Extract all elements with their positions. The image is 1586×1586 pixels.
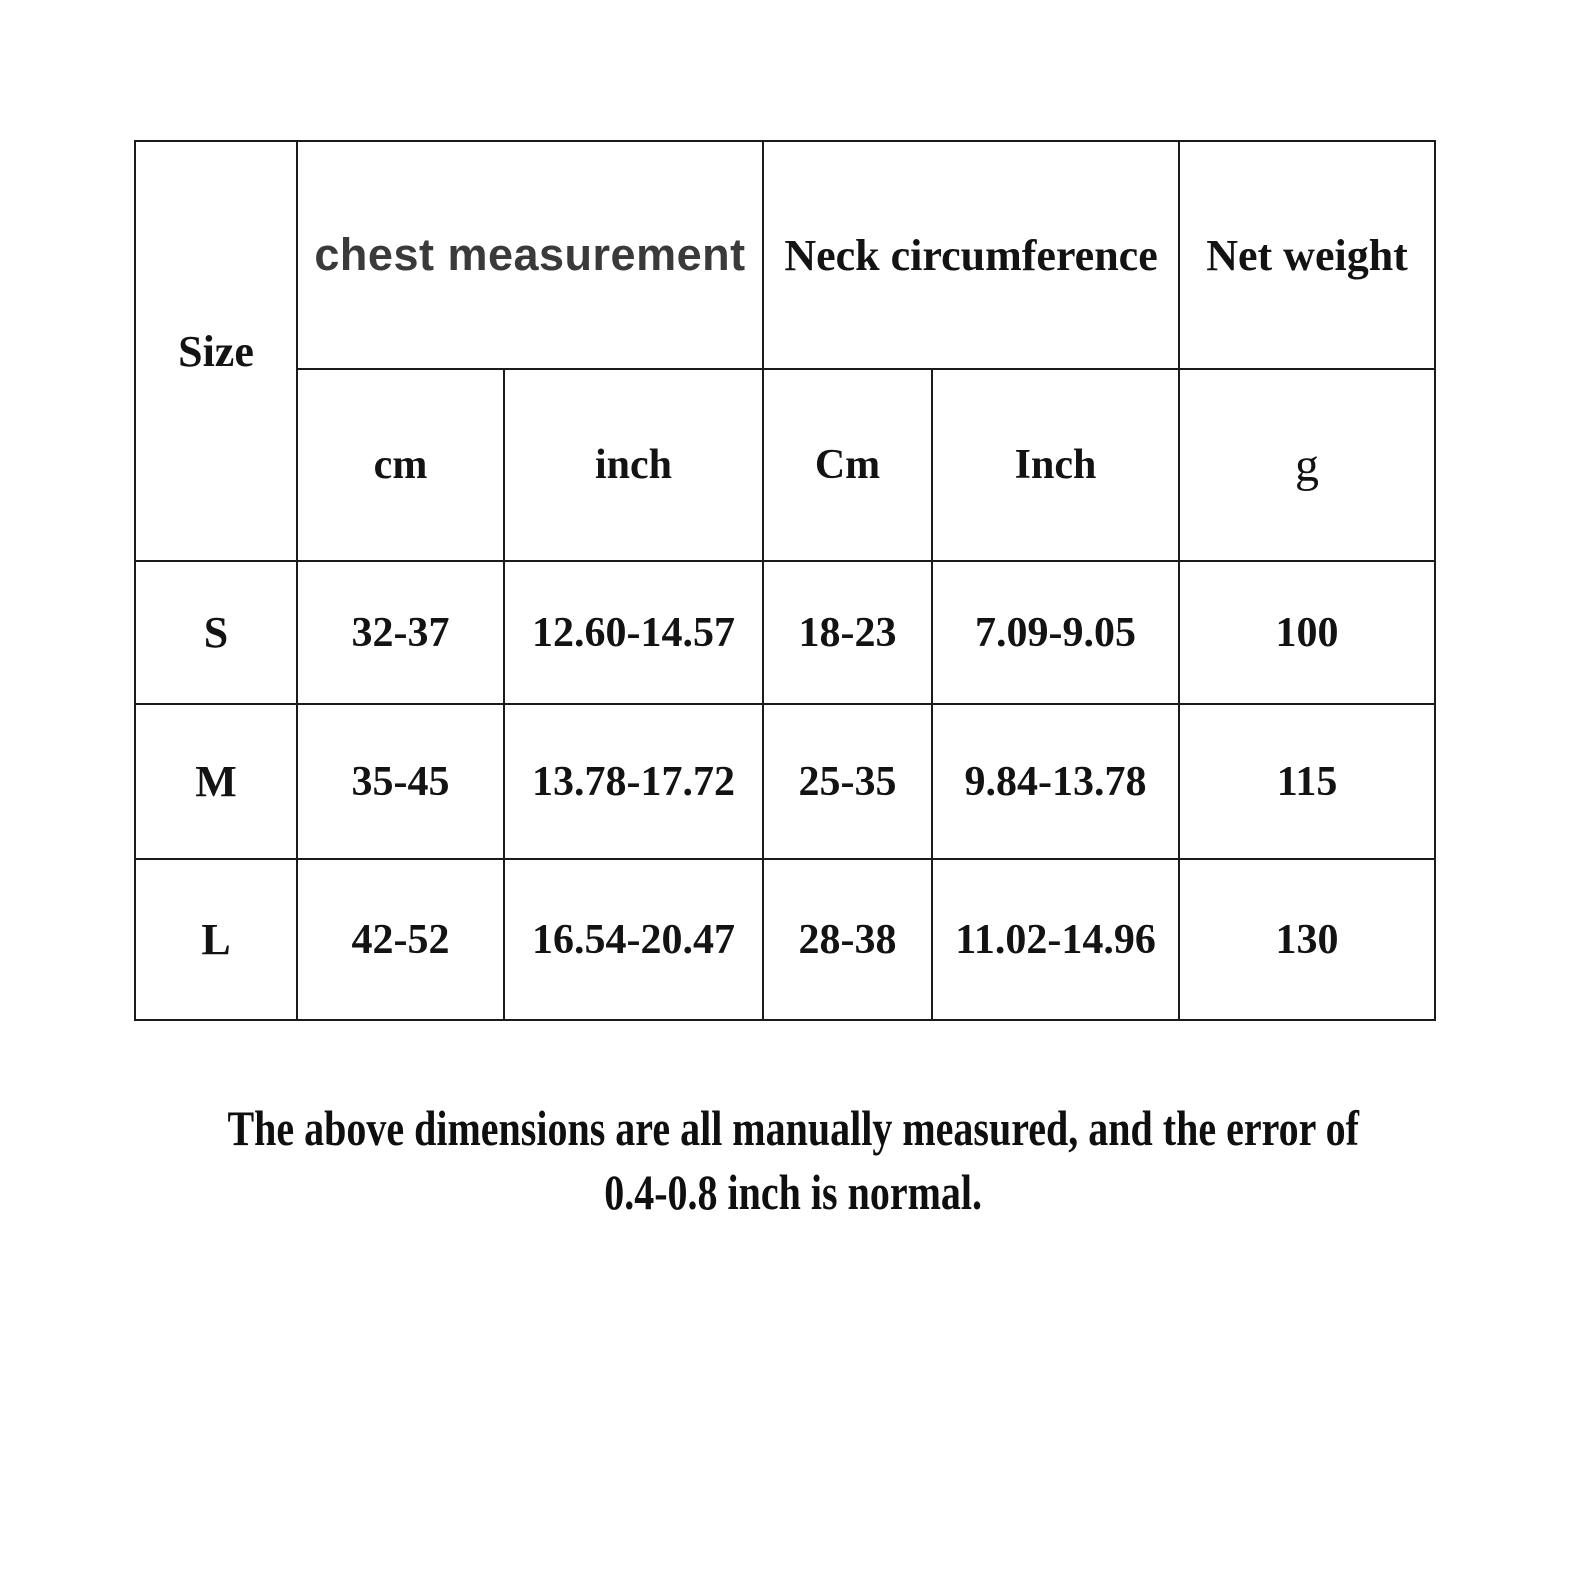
chest-inch-unit-header: inch bbox=[504, 369, 763, 561]
neck-inch-cell: 11.02-14.96 bbox=[932, 859, 1179, 1020]
size-column-header: Size bbox=[135, 141, 297, 561]
group-header-row bbox=[135, 141, 1435, 369]
chest-inch-cell: 16.54-20.47 bbox=[504, 859, 763, 1020]
disclaimer-line-2: 0.4-0.8 inch is normal. bbox=[604, 1164, 982, 1220]
net-weight-cell: 115 bbox=[1179, 704, 1435, 859]
size-cell: L bbox=[135, 859, 297, 1020]
neck-cm-cell: 18-23 bbox=[763, 561, 932, 704]
chest-cm-unit-header: cm bbox=[297, 369, 504, 561]
chest-inch-cell: 13.78-17.72 bbox=[504, 704, 763, 859]
measurement-disclaimer bbox=[0, 1096, 1586, 1224]
neck-cm-unit-header: Cm bbox=[763, 369, 932, 561]
table-row-l bbox=[135, 859, 1435, 1020]
size-chart-table bbox=[134, 140, 1436, 1021]
chest-cm-cell: 42-52 bbox=[297, 859, 504, 1020]
table-row-s bbox=[135, 561, 1435, 704]
chest-inch-cell: 12.60-14.57 bbox=[504, 561, 763, 704]
grams-unit-header: g bbox=[1179, 369, 1435, 561]
size-cell: M bbox=[135, 704, 297, 859]
net-weight-header: Net weight bbox=[1179, 141, 1435, 369]
chest-cm-cell: 32-37 bbox=[297, 561, 504, 704]
neck-inch-cell: 9.84-13.78 bbox=[932, 704, 1179, 859]
size-cell: S bbox=[135, 561, 297, 704]
neck-cm-cell: 25-35 bbox=[763, 704, 932, 859]
chest-measurement-header: chest measurement bbox=[297, 141, 763, 369]
disclaimer-line-1: The above dimensions are all manually measured, and the error of bbox=[227, 1100, 1359, 1156]
neck-inch-unit-header: Inch bbox=[932, 369, 1179, 561]
neck-inch-cell: 7.09-9.05 bbox=[932, 561, 1179, 704]
chest-cm-cell: 35-45 bbox=[297, 704, 504, 859]
neck-circumference-header: Neck circumference bbox=[763, 141, 1179, 369]
neck-cm-cell: 28-38 bbox=[763, 859, 932, 1020]
unit-header-row bbox=[135, 369, 1435, 561]
net-weight-cell: 100 bbox=[1179, 561, 1435, 704]
table-row-m bbox=[135, 704, 1435, 859]
net-weight-cell: 130 bbox=[1179, 859, 1435, 1020]
